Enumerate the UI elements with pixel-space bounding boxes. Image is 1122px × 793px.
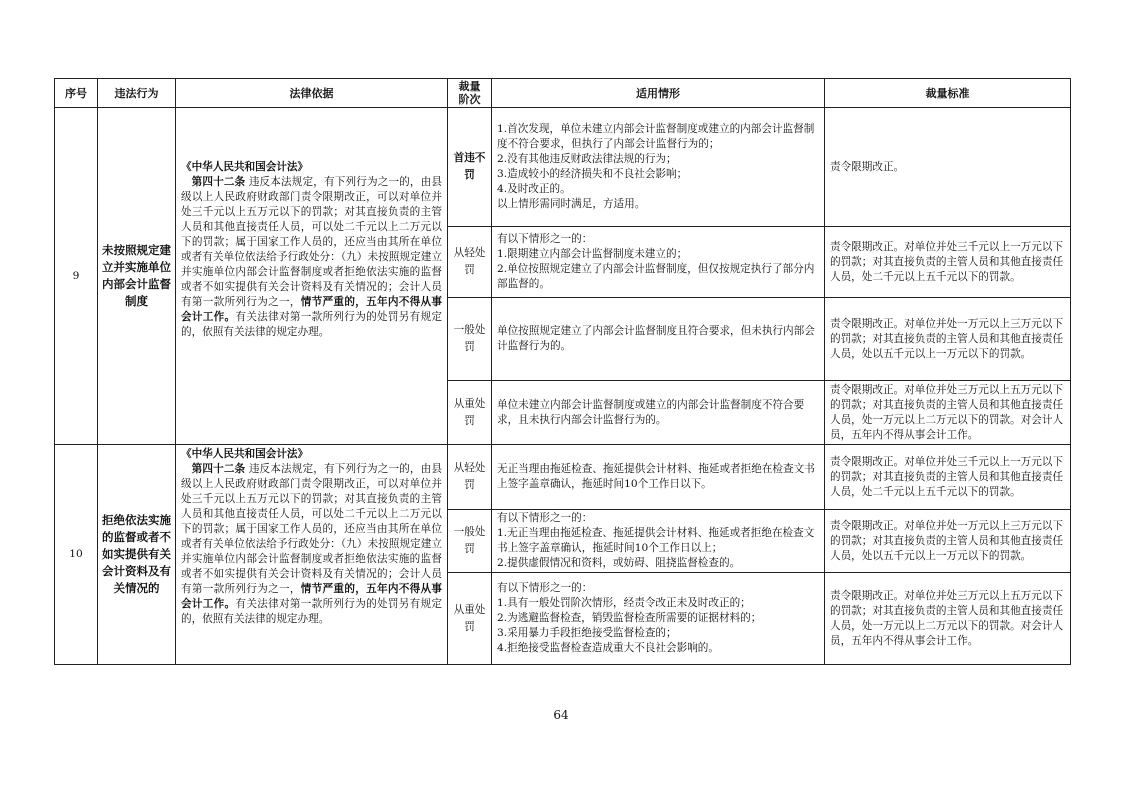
level-cell: 首违不罚 [448,108,492,227]
level-cell: 从重处罚 [448,573,492,665]
standard-cell: 责令限期改正。对单位并处三千元以上一万元以下的罚款；对其直接负责的主管人员和其他直接责任人员，处二千元以上五千元以下的罚款。 [825,227,1071,298]
table-row [55,108,1071,227]
table-header-row [55,79,1071,108]
situation-cell: 有以下情形之一的： 1.限期建立内部会计监督制度未建立的； 2.单位按照规定建立了内部会计监督制度，但仅按规定执行了部分内部监督的。 [492,227,825,298]
standard-cell: 责令限期改正。对单位并处一万元以上三万元以下的罚款；对其直接负责的主管人员和其他直接责任人员，处以五千元以上一万元以下的罚款。 [825,510,1071,573]
header-offense: 违法行为 [98,79,176,108]
offense-cell: 未按照规定建立并实施单位内部会计监督制度 [98,108,176,445]
law-bold: 情节严重的，五年内不得从事会计工作。 [181,583,443,610]
row-number: 9 [55,108,98,445]
table-row [55,445,1071,510]
level-cell: 一般处罚 [448,510,492,573]
situation-cell: 有以下情形之一的： 1.无正当理由拖延检查、拖延提供会计材料、拖延或者拒绝在检查文书上签字盖章确认，拖延时间10个工作日以上； 2.提供虚假情况和资料，或妨碍、阻挠监督检查的。 [492,510,825,573]
law-title: 《中华人民共和国会计法》 [181,448,309,460]
law-tail: 有关法律对第一款所列行为的处罚另有规定的，依照有关法律的规定办理。 [181,311,442,338]
law-bold: 情节严重的，五年内不得从事会计工作。 [181,296,443,323]
law-text [181,462,442,627]
situation-cell: 1.首次发现，单位未建立内部会计监督制度或建立的内部会计监督制度不符合要求，但执行了内部会计监督行为的； 2.没有其他违反财政法律法规的行为； 3.造成较小的经济损失和不良社会影响； 4.及时改正的。 以上情形需同时满足，方适用。 [492,108,825,227]
level-cell: 从轻处罚 [448,445,492,510]
standard-cell: 责令限期改正。对单位并处一万元以上三万元以下的罚款；对其直接负责的主管人员和其他直接责任人员，处以五千元以上一万元以下的罚款。 [825,298,1071,381]
standard-cell: 责令限期改正。对单位并处三万元以上五万元以下的罚款；对其直接负责的主管人员和其他直接责任人员，处一万元以上二万元以下的罚款。对会计人员，五年内不得从事会计工作。 [825,381,1071,445]
header-law: 法律依据 [176,79,448,108]
row-number: 10 [55,445,98,665]
law-basis-cell [176,445,448,665]
header-no: 序号 [55,79,98,108]
situation-cell: 无正当理由拖延检查、拖延提供会计材料、拖延或者拒绝在检查文书上签字盖章确认，拖延时间10个工作日以下。 [492,445,825,510]
level-cell: 一般处罚 [448,298,492,381]
penalty-table [54,78,1071,665]
standard-cell: 责令限期改正。对单位并处三万元以上五万元以下的罚款；对其直接负责的主管人员和其他直接责任人员，处一万元以上二万元以下的罚款。对会计人员，五年内不得从事会计工作。 [825,573,1071,665]
situation-cell: 单位按照规定建立了内部会计监督制度且符合要求，但未执行内部会计监督行为的。 [492,298,825,381]
header-situation: 适用情形 [492,79,825,108]
law-article: 第四十二条 [191,176,246,188]
header-level: 裁量 阶次 [448,79,492,108]
law-basis-cell [176,108,448,445]
standard-cell: 责令限期改正。对单位并处三千元以上一万元以下的罚款；对其直接负责的主管人员和其他直接责任人员，处二千元以上五千元以下的罚款。 [825,445,1071,510]
law-article: 第四十二条 [191,463,246,475]
situation-cell: 单位未建立内部会计监督制度或建立的内部会计监督制度不符合要求，且未执行内部会计监督行为的。 [492,381,825,445]
law-tail: 有关法律对第一款所列行为的处罚另有规定的，依照有关法律的规定办理。 [181,598,442,625]
header-standard: 裁量标准 [825,79,1071,108]
level-cell: 从重处罚 [448,381,492,445]
standard-cell: 责令限期改正。 [825,108,1071,227]
law-body: 违反本法规定，有下列行为之一的，由县级以上人民政府财政部门责令限期改正，可以对单位并处三千元以上五万元以下的罚款；对其直接负责的主管人员和其他直接责任人员，可以处二千元以上二万元以下的罚款；属于国家工作人员的，还应当由其所在单位或者有关单位依法给予行政处分：（九）未按照规定建立并实施单位内部会计监督制度或者拒绝依法实施的监督或者不如实提供有关会计资料及有关情况的；会计人员有第一款所列行为之一， [181,176,442,308]
law-body: 违反本法规定，有下列行为之一的，由县级以上人民政府财政部门责令限期改正，可以对单位并处三千元以上五万元以下的罚款；对其直接负责的主管人员和其他直接责任人员，可以处二千元以上二万元以下的罚款；属于国家工作人员的，还应当由其所在单位或者有关单位依法给予行政处分：（九）未按照规定建立并实施单位内部会计监督制度或者拒绝依法实施的监督或者不如实提供有关会计资料及有关情况的；会计人员有第一款所列行为之一， [181,463,442,595]
page-number: 64 [553,708,569,722]
offense-cell: 拒绝依法实施的监督或者不如实提供有关会计资料及有关情况的 [98,445,176,665]
situation-cell: 有以下情形之一的： 1.具有一般处罚阶次情形，经责令改正未及时改正的； 2.为逃避监督检查，销毁监督检查所需要的证据材料的； 3.采用暴力手段拒绝接受监督检查的； 4.拒绝接受监督检查造成重大不良社会影响的。 [492,573,825,665]
law-text [181,175,442,340]
law-title: 《中华人民共和国会计法》 [181,161,309,173]
level-cell: 从轻处罚 [448,227,492,298]
